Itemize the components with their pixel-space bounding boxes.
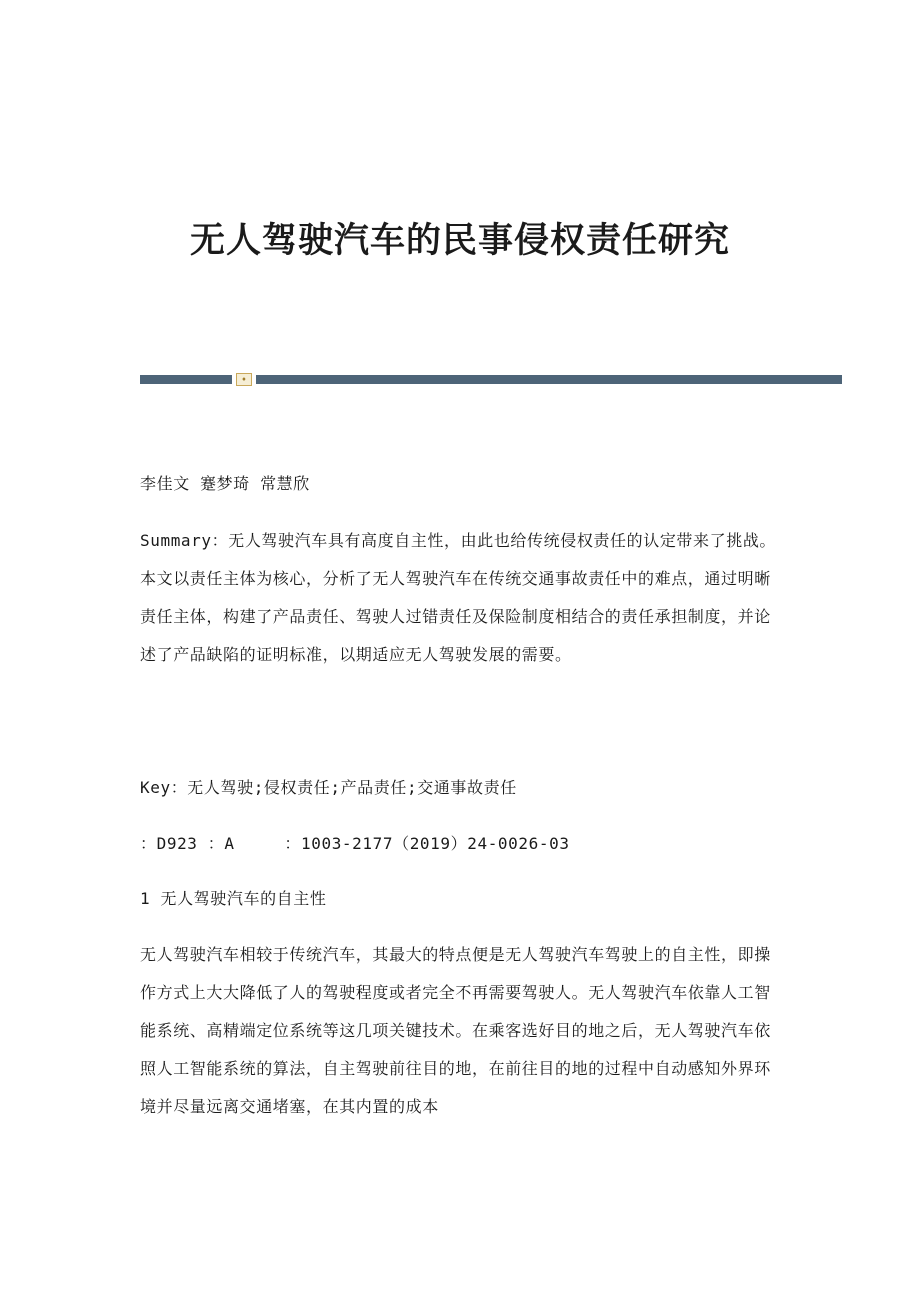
section-heading: 1 无人驾驶汽车的自主性	[140, 889, 327, 908]
body-paragraph: 无人驾驶汽车相较于传统汽车，其最大的特点便是无人驾驶汽车驾驶上的自主性，即操作方式上大大降低了人的驾驶程度或者完全不再需要驾驶人。无人驾驶汽车依靠人工智能系统、高精端定位系统等这几项关键技术。在乘客选好目的地之后，无人驾驶汽车依照人工智能系统的算法，自主驾驶前往目的地，在前往目的地的过程中自动感知外界环境并尽量远离交通堵塞，在其内置的成本	[140, 945, 771, 1116]
keywords: Key：无人驾驶;侵权责任;产品责任;交通事故责任	[140, 778, 517, 797]
summary: Summary：无人驾驶汽车具有高度自主性，由此也给传统侵权责任的认定带来了挑战。本文以责任主体为核心，分析了无人驾驶汽车在传统交通事故责任中的难点，通过明晰责任主体，构建了产品责任、驾驶人过错责任及保险制度相结合的责任承担制度，并论述了产品缺陷的证明标准，以期适应无人驾驶发展的需要。	[140, 531, 777, 664]
authors: 李佳文 蹇梦琦 常慧欣	[140, 474, 310, 493]
divider-bar-left	[140, 375, 232, 384]
title-divider	[140, 375, 842, 384]
divider-ornament-icon: ꔷ	[236, 373, 252, 386]
divider-bar-right	[256, 375, 842, 384]
paper-title: 无人驾驶汽车的民事侵权责任研究	[189, 220, 730, 261]
classification-line: ：D923 ：A ：1003-2177（2019）24-0026-03	[140, 834, 570, 853]
